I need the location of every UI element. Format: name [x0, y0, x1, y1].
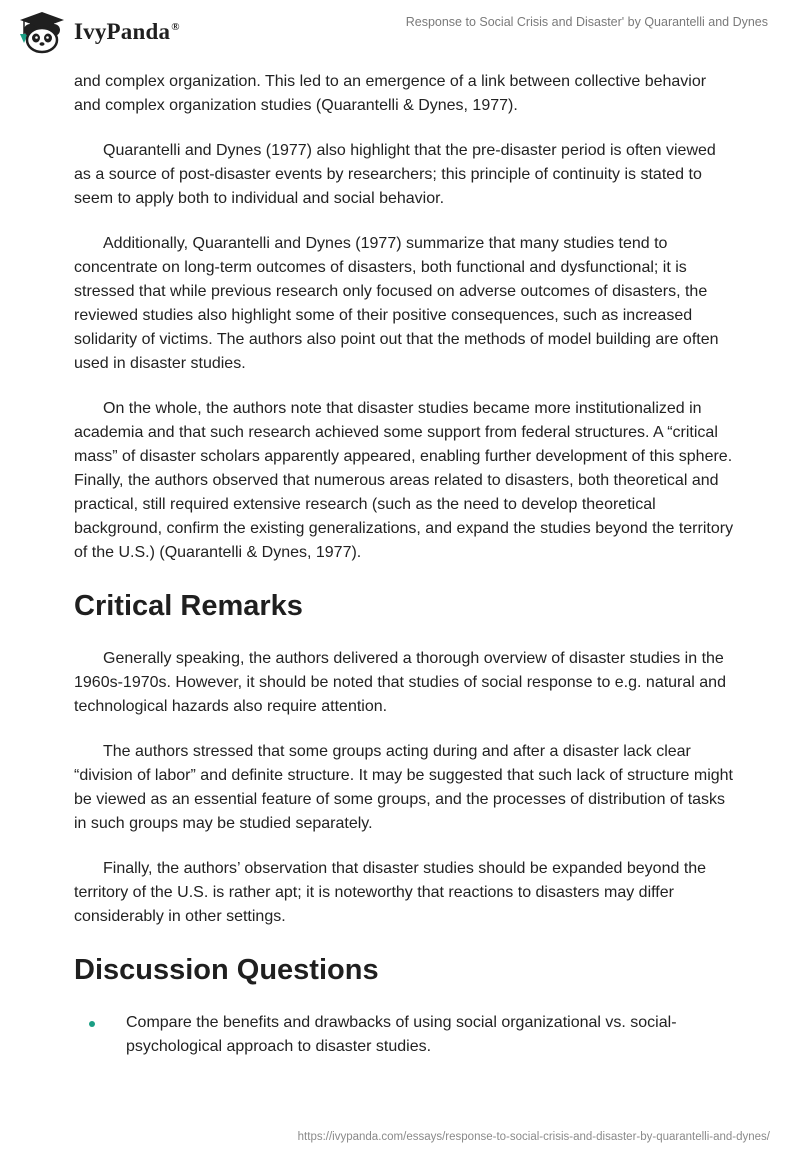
article-body	[74, 70, 734, 1059]
discussion-list	[74, 1011, 734, 1059]
list-item-text: Compare the benefits and drawbacks of using social organizational vs. social-psychological approach to disaster studies.	[126, 1014, 677, 1055]
paragraph-continuity: Quarantelli and Dynes (1977) also highlight that the pre-disaster period is often viewed as a source of post-disaster events by researchers; this principle of continuity is stated to seem to apply both to individual and social behavior.	[74, 142, 716, 207]
brand-name: IvyPanda®	[74, 19, 180, 44]
paragraph-overview: Generally speaking, the authors delivered a thorough overview of disaster studies in the 1960s-1970s. However, it should be noted that studies of social response to e.g. natural and technological hazards also require attention.	[74, 650, 726, 715]
heading-discussion-questions: Discussion Questions	[74, 954, 379, 986]
trademark-symbol: ®	[171, 21, 180, 33]
paragraph-institutionalization: On the whole, the authors note that disaster studies became more institutionalized in academia and that such research achieved some support from federal structures. A “critical mass” of disaster scholars apparently appeared, enabling further development of this sphere. Finally, the authors observed that numerous areas related to disasters, both theoretical and practical, still required extensive research (such as the need to develop theoretical background, confirm the existing generalizations, and expand the studies beyond the territory of the U.S.) (Quarantelli & Dynes, 1977).	[74, 400, 734, 561]
paragraph-expansion: Finally, the authors’ observation that disaster studies should be expanded beyond the territory of the U.S. is rather apt; it is noteworthy that reactions to disasters may differ considerably in other settings.	[74, 860, 707, 925]
list-item	[74, 1011, 734, 1059]
panda-mascot-icon	[16, 10, 68, 54]
page-header	[0, 0, 800, 70]
document-title: Response to Social Crisis and Disaster' by Quarantelli and Dynes	[405, 15, 768, 29]
bullet-icon	[89, 1021, 95, 1027]
brand-logo[interactable]	[16, 10, 180, 54]
heading-critical-remarks: Critical Remarks	[74, 590, 303, 622]
source-url[interactable]: https://ivypanda.com/essays/response-to-social-crisis-and-disaster-by-quarantelli-and-dynes/	[297, 1131, 770, 1143]
paragraph-outcomes: Additionally, Quarantelli and Dynes (1977) summarize that many studies tend to concentrate on long-term outcomes of disasters, both functional and dysfunctional; it is stressed that while previous research only focused on adverse outcomes of disasters, the reviewed studies also highlight some of their positive consequences, such as increased solidarity of victims. The authors also point out that the methods of model building are often used in disaster studies.	[74, 235, 719, 372]
paragraph-division-of-labor: The authors stressed that some groups acting during and after a disaster lack clear “division of labor” and definite structure. It may be suggested that such lack of structure might be viewed as an essential feature of some groups, and the processes of distribution of tasks in such groups may be studied separately.	[74, 743, 733, 832]
paragraph-continued: and complex organization. This led to an emergence of a link between collective behavior and complex organization studies (Quarantelli & Dynes, 1977).	[74, 73, 707, 114]
